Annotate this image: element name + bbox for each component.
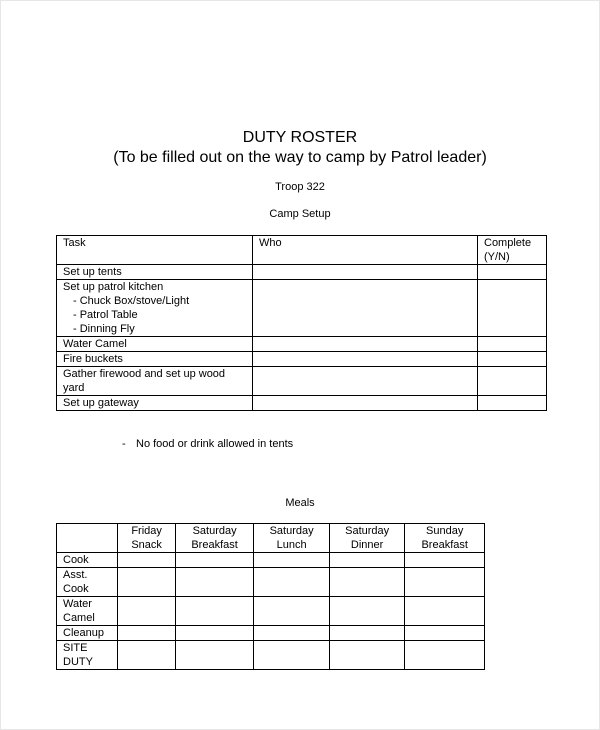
subtask-item: - Chuck Box/stove/Light: [73, 295, 190, 307]
meals-table: [56, 523, 485, 670]
header-saturday-breakfast: Saturday Breakfast: [175, 524, 254, 553]
who-cell[interactable]: [253, 396, 478, 411]
table-row: [57, 568, 485, 597]
who-cell[interactable]: [253, 280, 478, 337]
table-row: [57, 367, 547, 396]
meal-cell[interactable]: [118, 553, 175, 568]
who-cell[interactable]: [253, 352, 478, 367]
note-text: No food or drink allowed in tents: [136, 438, 294, 450]
bullet-dash: -: [122, 438, 126, 450]
table-row: [57, 553, 485, 568]
header-sunday-breakfast: Sunday Breakfast: [405, 524, 485, 553]
camp-setup-heading: Camp Setup: [269, 208, 331, 220]
meal-cell[interactable]: [329, 553, 405, 568]
meal-cell[interactable]: [254, 553, 330, 568]
meal-cell[interactable]: [175, 641, 254, 670]
header-saturday-dinner: Saturday Dinner: [329, 524, 405, 553]
table-row: [57, 626, 485, 641]
meal-cell[interactable]: [175, 597, 254, 626]
table-header-row: [57, 524, 485, 553]
header-blank: [57, 524, 118, 553]
camp-setup-table: [56, 235, 547, 411]
table-row: [57, 280, 547, 337]
meal-cell[interactable]: [175, 568, 254, 597]
task-cell: Water Camel: [57, 337, 253, 352]
complete-cell[interactable]: [478, 337, 547, 352]
troop-label: Troop 322: [275, 181, 325, 193]
note-line: [122, 437, 293, 451]
duty-label: Water Camel: [57, 597, 118, 626]
header-task: Task: [57, 236, 253, 265]
table-row: [57, 396, 547, 411]
document-subtitle: (To be filled out on the way to camp by Patrol leader): [113, 149, 487, 166]
meal-cell[interactable]: [118, 626, 175, 641]
task-cell: Fire buckets: [57, 352, 253, 367]
table-row: [57, 265, 547, 280]
complete-cell[interactable]: [478, 265, 547, 280]
duty-label: SITE DUTY: [57, 641, 118, 670]
complete-cell[interactable]: [478, 280, 547, 337]
who-cell[interactable]: [253, 337, 478, 352]
meal-cell[interactable]: [254, 626, 330, 641]
header-who: Who: [253, 236, 478, 265]
complete-cell[interactable]: [478, 367, 547, 396]
task-cell: Set up tents: [57, 265, 253, 280]
table-row: [57, 337, 547, 352]
duty-label: Asst. Cook: [57, 568, 118, 597]
header-friday-snack: Friday Snack: [118, 524, 175, 553]
table-row: [57, 641, 485, 670]
meal-cell[interactable]: [118, 597, 175, 626]
meal-cell[interactable]: [405, 553, 485, 568]
meal-cell[interactable]: [175, 553, 254, 568]
meal-cell[interactable]: [254, 641, 330, 670]
duty-label: Cleanup: [57, 626, 118, 641]
meal-cell[interactable]: [405, 641, 485, 670]
meal-cell[interactable]: [405, 597, 485, 626]
meal-cell[interactable]: [329, 568, 405, 597]
table-row: [57, 352, 547, 367]
meal-cell[interactable]: [405, 626, 485, 641]
meals-heading: Meals: [285, 497, 315, 509]
meal-cell[interactable]: [329, 626, 405, 641]
document-title: DUTY ROSTER: [242, 129, 358, 146]
subtask-item: - Dinning Fly: [73, 323, 135, 335]
meal-cell[interactable]: [329, 641, 405, 670]
meal-cell[interactable]: [329, 597, 405, 626]
meal-cell[interactable]: [118, 568, 175, 597]
subtask-item: - Patrol Table: [73, 309, 138, 321]
task-label: Set up patrol kitchen: [63, 281, 164, 293]
meal-cell[interactable]: [254, 568, 330, 597]
header-complete: Complete (Y/N): [478, 236, 547, 265]
meal-cell[interactable]: [175, 626, 254, 641]
complete-cell[interactable]: [478, 396, 547, 411]
header-saturday-lunch: Saturday Lunch: [254, 524, 330, 553]
table-row: [57, 597, 485, 626]
complete-cell[interactable]: [478, 352, 547, 367]
duty-label: Cook: [57, 553, 118, 568]
task-cell: Set up gateway: [57, 396, 253, 411]
task-cell: Gather firewood and set up wood yard: [57, 367, 253, 396]
meal-cell[interactable]: [254, 597, 330, 626]
who-cell[interactable]: [253, 265, 478, 280]
who-cell[interactable]: [253, 367, 478, 396]
table-header-row: [57, 236, 547, 265]
task-cell: [57, 280, 253, 337]
meal-cell[interactable]: [405, 568, 485, 597]
meal-cell[interactable]: [118, 641, 175, 670]
